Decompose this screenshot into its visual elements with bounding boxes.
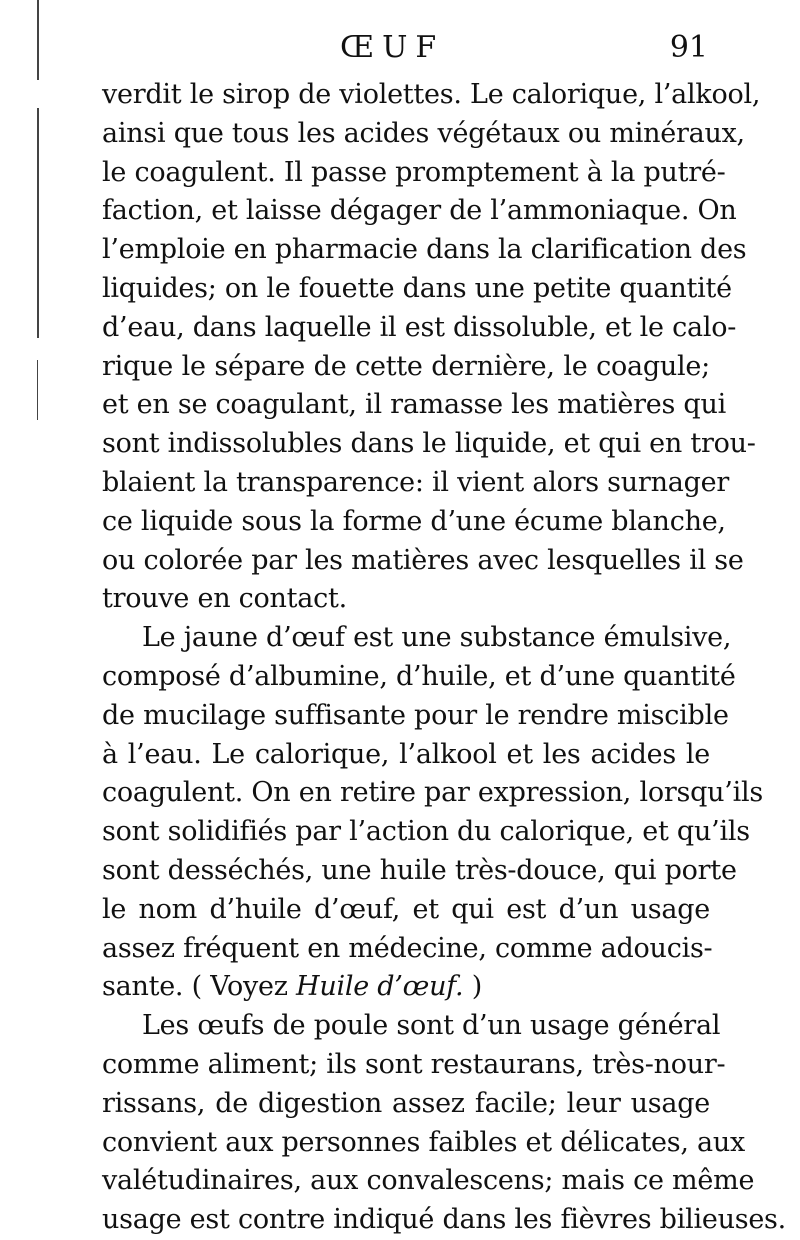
text-line: le coagulent. Il passe promptement à la putré-	[102, 156, 726, 188]
text-line: trouve en contact.	[102, 583, 347, 615]
text-line: liquides; on le fouette dans une petite quantité	[102, 272, 732, 304]
gutter-shadow	[37, 0, 39, 80]
page-header	[108, 28, 708, 68]
text-line: à l’eau. Le calorique, l’alkool et les acides le	[102, 738, 710, 770]
text-fragment: sante. ( Voyez	[102, 971, 297, 1003]
text-line: de mucilage suffisante pour le rendre miscible	[102, 699, 729, 731]
text-line-crossref	[102, 968, 710, 1007]
text-line: le nom d’huile d’œuf, et qui est d’un usage	[102, 893, 710, 925]
text-line: blaient la transparence: il vient alors surnager	[102, 466, 729, 498]
text-line: Les œufs de poule sont d’un usage général	[142, 1010, 721, 1042]
text-line: sont desséchés, une huile très-douce, qui porte	[102, 854, 737, 886]
text-line: valétudinaires, aux convalescens; mais ce même	[102, 1165, 755, 1197]
running-head: ŒUF	[340, 30, 445, 65]
text-line: faction, et laisse dégager de l’ammoniaque. On	[102, 195, 737, 227]
text-line: ainsi que tous les acides végétaux ou minéraux,	[102, 117, 745, 149]
text-line: Le jaune d’œuf est une substance émulsive,	[142, 622, 732, 654]
text-line: l’emploie en pharmacie dans la clarification des	[102, 234, 747, 266]
text-line: ce liquide sous la forme d’une écume blanche,	[102, 505, 726, 537]
page-number: 91	[669, 30, 708, 65]
text-line: sont solidifiés par l’action du calorique, et qu’ils	[102, 816, 750, 848]
text-fragment: )	[463, 971, 482, 1003]
text-line: rissans, de digestion assez facile; leur usage	[102, 1087, 710, 1119]
text-line: d’eau, dans laquelle il est dissoluble, et le calo-	[102, 311, 737, 343]
text-line: verdit le sirop de violettes. Le calorique, l’alkool,	[102, 79, 761, 110]
text-line: et en se coagulant, il ramasse les matières qui	[102, 389, 726, 421]
text-line: composé d’albumine, d’huile, et d’une quantité	[102, 660, 736, 692]
text-line: coagulent. On en retire par expression, lorsqu’ils	[102, 777, 763, 809]
text-line: convient aux personnes faibles et délicates, aux	[102, 1126, 746, 1158]
body-text	[102, 76, 786, 1240]
text-line: comme aliment; ils sont restaurans, très-nour-	[102, 1048, 726, 1080]
gutter-shadow	[37, 108, 39, 338]
gutter-shadow	[37, 360, 38, 420]
crossref-italic: Huile d’œuf.	[296, 971, 464, 1003]
text-line: rique le sépare de cette dernière, le coagule;	[102, 350, 710, 382]
text-line: ou colorée par les matières avec lesquelles il se	[102, 544, 744, 576]
text-line: usage est contre indiqué dans les fièvres bilieuses.	[102, 1204, 786, 1236]
text-line: assez fréquent en médecine, comme adoucis-	[102, 932, 713, 964]
text-line: sont indissolubles dans le liquide, et qui en trou-	[102, 428, 756, 460]
